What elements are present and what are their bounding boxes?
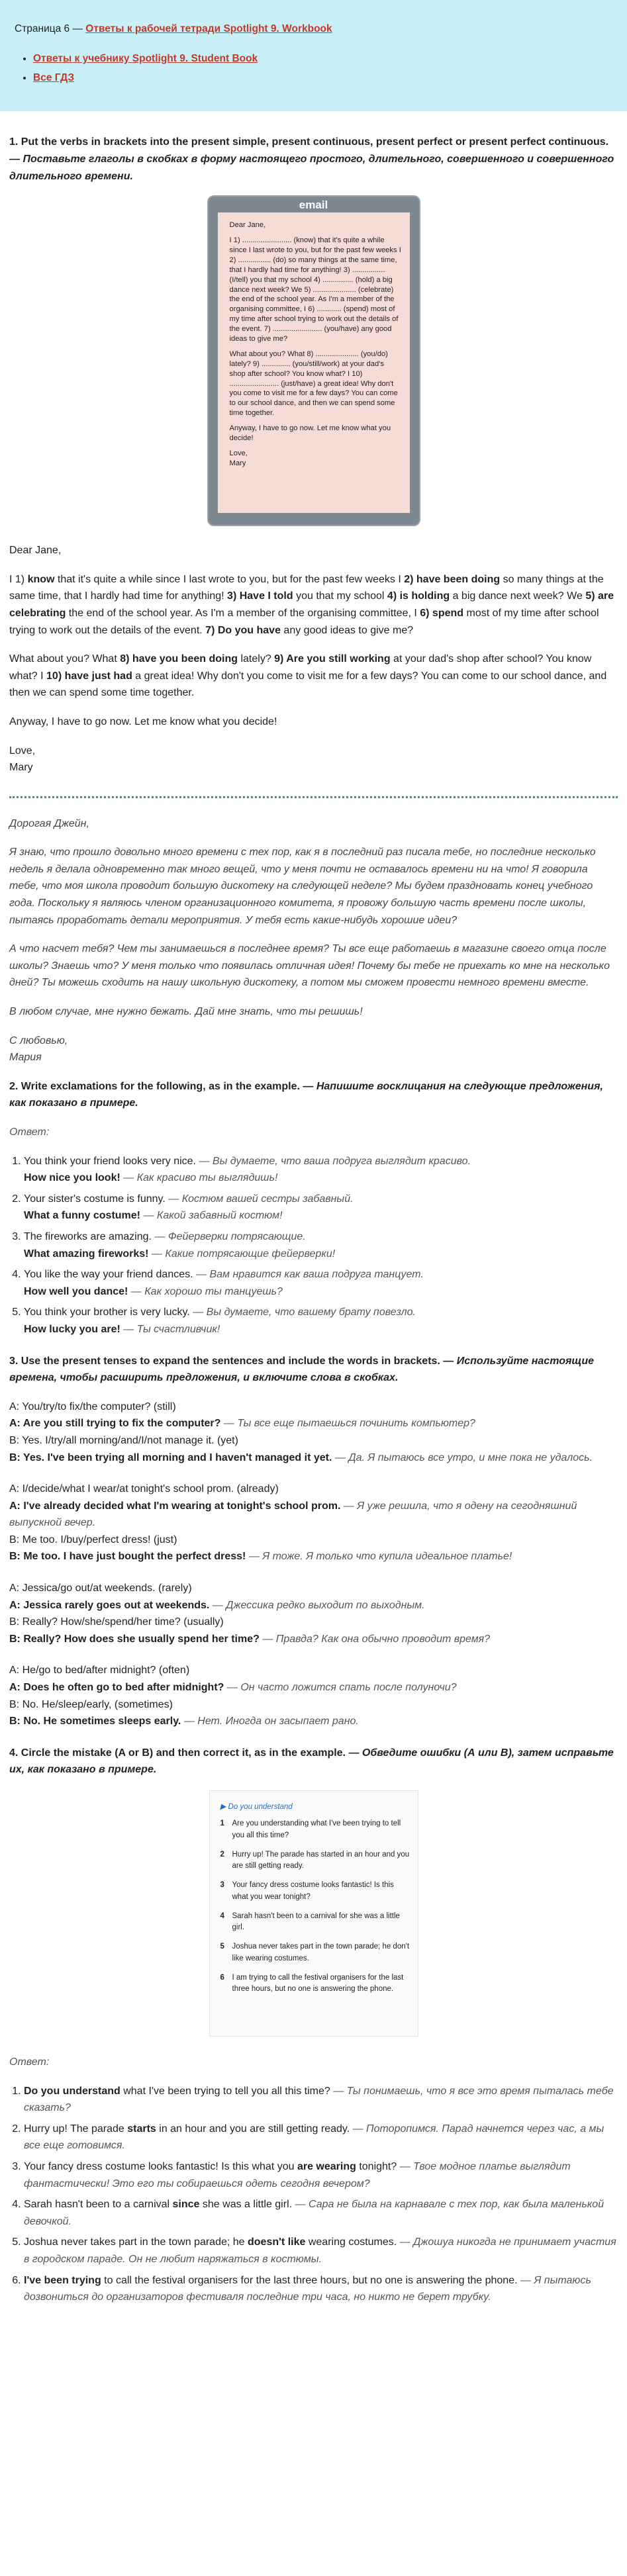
translation-paragraph: А что насчет тебя? Чем ты занимаешься в последнее время? Ты все еще работаешь в магазине своего отца после школы? Знаешь что? У меня только что появилась отличная идея! Почему бы тебе не приехать ко мне на несколько дней? Ты можешь сходить на нашу школьную дискотеку, а потом мы сможем провести немного времени вместе. [9,943,610,989]
answer-text: so many things at the same time, that I hardly had time for anything! [9,573,604,602]
exercise-text: Your fancy dress costume looks fantastic! Is this what you wear tonight? [232,1881,394,1901]
list-item [24,2121,618,2154]
exercise-number: 2 [220,1850,224,1859]
dialog [9,1481,618,1565]
prompt-translation: — Вы думаете, что ваша подруга выглядит красиво. [196,1155,471,1167]
corrected-verb: since [172,2199,200,2211]
corrected-verb: I've been trying [24,2274,101,2286]
email-card [209,197,419,525]
task-3-title: 3. Use the present tenses to expand the sentences and include the words in brackets. — Используйте настоящие времена, чтобы расширить предложения, и включите слова в скобках. [9,1355,595,1384]
exercise-number: 4 [220,1911,224,1920]
exercise-item [220,1818,410,1841]
task-2-list [9,1153,618,1338]
answer-text: Hurry up! The parade [24,2123,128,2135]
prompt-text: You think your brother is very lucky. [24,1307,190,1318]
dialog-line [9,1498,618,1532]
translation-paragraph: Дорогая Джейн, [9,817,89,829]
dialog-answer: B: No. He sometimes sleeps early. [9,1716,181,1727]
dialog-line [9,1399,618,1416]
exercise-item [220,1849,410,1872]
answer-label: Ответ: [9,1127,50,1138]
exercise-item [220,1941,410,1964]
list-item [33,51,612,68]
exclamation-translation: — Как красиво ты выглядишь! [120,1172,278,1184]
translation-paragraph: Я знаю, что прошло довольно много времени с тех пор, как я в последний раз писала тебе, но последние несколько недель я делала одновременно так много вещей, что у меня почти не оставалось времени ни на что! Я говорила тебе, что моя школа проводит большую дискотеку на следующей неделе? Мы будем праздновать конец учебного года. Поскольку я являюсь членом организационного комитета, я провожу большую часть времени после школы, пытаясь проработать детали мероприятия. У тебя есть какие-нибудь хорошие идеи? [9,847,596,926]
dialog-line [9,1481,618,1498]
dialog-answer: A: Are you still trying to fix the computer? [9,1418,221,1430]
dialog-prompt: B: Me too. I/buy/perfect dress! (just) [9,1534,177,1545]
dialog-translation: — Я уже решила, что я одену на сегодняшний выпускной вечер. [9,1500,577,1529]
exclamation-translation: — Ты счастливчик! [120,1323,220,1335]
answer-text: what I've been trying to tell you all this time? [120,2085,330,2097]
dialog-prompt: A: He/go to bed/after midnight? (often) [9,1665,190,1677]
dialog-line [9,1631,618,1648]
exclamation-answer [24,1170,618,1187]
corrected-verb: starts [127,2123,156,2135]
exercise-card [209,1790,418,2037]
dialog-prompt: B: Really? How/she/spend/her time? (usually) [9,1616,224,1628]
prompt-translation: — Костюм вашей сестры забавный. [165,1193,354,1205]
answer-verb: 10) have just had [46,670,132,682]
dialog-line [9,1679,618,1696]
dialog-translation: — Правда? Как она обычно проводит время? [259,1633,491,1645]
workbook-link[interactable]: Ответы к рабочей тетради Spotlight 9. Workbook [85,23,332,34]
answer-text: I 1) [9,573,28,585]
dialog-prompt: A: You/try/to fix/the computer? (still) [9,1401,176,1412]
answer-translation: — Сара не была на карнавале с тех пор, как была маленькой девочкой. [24,2199,604,2227]
dialog-line [9,1432,618,1449]
exercise-text: Hurry up! The parade has started in an hour and you are still getting ready. [232,1850,410,1870]
prompt-translation: — Фейерверки потрясающие. [151,1230,306,1242]
page-label: Страница 6 — [15,23,86,34]
dialog-prompt: B: Yes. I/try/all morning/and/I/not manage it. (yet) [9,1434,238,1446]
answer-signoff: Love, Mary [9,745,36,774]
answer-verb: 6) spend [420,607,464,619]
answer-text: What about you? What [9,653,121,665]
list-item [33,70,612,87]
dialog-translation: — Ты все еще пытаешься починить компьютер? [220,1418,475,1430]
answer-greeting: Dear Jane, [9,545,62,557]
dialog-translation: — Нет. Иногда он засыпает рано. [181,1716,359,1727]
list-item [24,2083,618,2117]
exercise-text: Are you understanding what I've been trying to tell you all this time? [232,1819,401,1839]
answer-text: you that my school [293,590,387,602]
email-body [218,212,410,513]
exclamation-answer [24,1207,618,1224]
corrected-verb: Do you understand [24,2085,121,2097]
dialog-prompt: A: I/decide/what I wear/at tonight's school prom. (already) [9,1483,279,1495]
answer-text: in an hour and you are still getting ready. [156,2123,350,2135]
answer-text: Your fancy dress costume looks fantastic! Is this what you [24,2160,297,2172]
dialog-translation: — Я тоже. Я только что купила идеальное платье! [246,1551,512,1563]
corrected-verb: doesn't like [248,2236,306,2248]
answer-text: Joshua never takes part in the town parade; he [24,2236,248,2248]
list-item [24,2158,618,2192]
answer-text: to call the festival organisers for the last three hours, but no one is answering the phone. [101,2274,518,2286]
email-line: Anyway, I have to go now. Let me know what you decide! [229,424,391,442]
exclamation-translation: — Какой забавный костюм! [140,1210,283,1222]
list-item [24,1304,618,1338]
dialog-answer: A: Jessica rarely goes out at weekends. [9,1599,210,1611]
dialog-line [9,1532,618,1549]
answer-verb: know [27,573,55,585]
exclamation-text: What a funny costume! [24,1210,141,1222]
exercise-item [220,1972,410,1996]
dialog-answer: A: I've already decided what I'm wearing at tonight's school prom. [9,1500,341,1512]
exercise-image-wrap [9,1790,618,2037]
dialog-answer: B: Really? How does she usually spend her time? [9,1633,260,1645]
dialog-line [9,1449,618,1467]
exercise-number: 1 [220,1819,224,1828]
answer-verb: 9) Are you still working [274,653,391,665]
list-item [24,2234,618,2268]
answer-translation: — Твое модное платье выглядит фантастически! Это его ты собираешься одеть сегодня вечером? [24,2160,571,2189]
answer-text: Sarah hasn't been to a carnival [24,2199,173,2211]
dialog-translation: — Да. Я пытаюсь все утро, и мне пока не удалось. [332,1451,593,1463]
task-1-title: 1. Put the verbs in brackets into the present simple, present continuous, present perfect or present perfect continuous. — Поставьте глаголы в скобках в форму настоящего простого, длительного, совершенного и совершенного длительного времени. [9,136,614,182]
corrected-verb: are wearing [297,2160,356,2172]
answer-text: that it's quite a while since I last wrote to you, but for the past few weeks I [54,573,405,585]
dialog-translation: — Джессика редко выходит по выходным. [209,1599,425,1611]
breadcrumb-box [0,0,627,111]
divider [9,796,618,798]
answer-verb: 5) are celebrating [9,590,614,619]
dialog-line [9,1580,618,1597]
answer-translation: — Я пытаюсь дозвониться до организаторов фестиваля последние три часа, но никто не берет трубку. [24,2274,591,2303]
answer-text: tonight? [356,2160,397,2172]
exercise-text: I am trying to call the festival organisers for the last three hours, but no one is answering the phone. [232,1973,404,1994]
prompt-translation: — Вы думаете, что вашему брату повезло. [189,1307,416,1318]
task-2-title: 2. Write exclamations for the following, as in the example. — Напишите восклицания на следующие предложения, как показано в примере. [9,1080,603,1109]
task-1-translation [9,815,618,1066]
prompt-text: Your sister's costume is funny. [24,1193,166,1205]
student-book-link[interactable]: Ответы к учебнику Spotlight 9. Student Book [33,52,258,64]
prompt-text: The fireworks are amazing. [24,1230,152,1242]
related-links [15,51,612,87]
list-item [24,1266,618,1300]
email-line: I 1) ........................ (know) that it's quite a while since I last wrote to you, but for the past few weeks I 2) ................ (do) so many things at the same time, that I hardly had time for anything! 3) ................ (I/tell) you that my school 4) ............... (hold) a big dance next week? We 5) ..................... (celebrate) the end of the school year. As I'm a member of the organising committee, I 6) ............ (spend) most of my time after school trying to work out the details of the event. 7) ........................ (you/have) any good ideas to give me? [229,236,401,343]
task-4-title: 4. Circle the mistake (A or B) and then correct it, as in the example. — Обведите ошибки (А или В), затем исправьте их, как показано в примере. [9,1747,614,1776]
email-line: Dear Jane, [229,221,266,230]
prompt-text: You like the way your friend dances. [24,1269,193,1281]
translation-paragraph: В любом случае, мне нужно бежать. Дай мне знать, что ты решишь! [9,1006,363,1018]
answer-text: a big dance next week? We [450,590,586,602]
list-item [24,2272,618,2306]
exercise-item [220,1880,410,1903]
dialog [9,1399,618,1466]
exclamation-text: What amazing fireworks! [24,1248,149,1260]
answer-text: lately? [238,653,275,665]
email-title: email [299,199,328,212]
answer-text: at your dad's shop after school? You know what? I [9,653,592,682]
task-4-list [9,2083,618,2306]
dialog-line [9,1415,618,1432]
answer-verb: 7) Do you have [205,624,281,636]
dialog-prompt: B: No. He/sleep/early, (sometimes) [9,1698,173,1710]
exclamation-text: How nice you look! [24,1172,121,1184]
dialog-line [9,1597,618,1614]
list-item [24,2196,618,2230]
answer-label: Ответ: [9,2056,50,2068]
answer-translation: — Ты понимаешь, что я все это время пыталась тебе сказать? [24,2085,614,2114]
translation-signoff: С любовью, Мария [9,1035,68,1064]
exclamation-translation: — Какие потрясающие фейерверки! [148,1248,336,1260]
answer-text: she was a little girl. [199,2199,293,2211]
exclamation-answer [24,1321,618,1338]
exclamation-text: How well you dance! [24,1285,128,1297]
answer-text: most of my time after school trying to work out the details of the event. [9,607,599,636]
task-3-dialogs [9,1399,618,1730]
email-line: What about you? What 8) ..................... (you/do) lately? 9) .............. (you/still/work) at your dad's shop after school? You know what? I 10) ........................ (just/have) a great idea! Why don't you come to visit me for a few days? You can come to our school dance, and then we can spend some time together. [229,349,398,418]
answer-text: any good ideas to give me? [280,624,414,636]
answer-paragraph-2 [9,651,618,702]
main-content [0,111,627,2333]
exercise-number: 3 [220,1881,224,1890]
exercise-header: ▶ Do you understand [220,1803,293,1812]
email-image-wrap [9,197,618,525]
dialog-line [9,1713,618,1730]
breadcrumb [15,21,612,38]
answer-text: a great idea! Why don't you come to visit me for a few days? You can come to our school dance, and then we can spend some time together. [9,670,607,699]
list-item [24,1153,618,1187]
answer-text: wearing costumes. [305,2236,397,2248]
list-item [24,1191,618,1224]
exclamation-answer [24,1283,618,1301]
dialog-answer: B: Me too. I have just bought the perfect dress! [9,1551,246,1563]
exercise-number: 6 [220,1973,224,1982]
list-item [24,1228,618,1262]
all-gdz-link[interactable]: Все ГДЗ [33,71,75,83]
answer-verb: 2) have been doing [404,573,501,585]
exercise-item [220,1911,410,1934]
dialog-translation: — Он часто ложится спать после полуночи? [224,1682,457,1694]
email-line: Love, Mary [229,449,248,467]
answer-text: the end of the school year. As I'm a member of the organising committee, I [66,607,420,619]
dialog [9,1580,618,1647]
dialog-line [9,1696,618,1714]
answer-verb: 3) Have I told [227,590,293,602]
answer-translation: — Джошуа никогда не принимает участия в городском параде. Он не любит наряжаться в костюмы. [24,2236,616,2265]
answer-verb: 8) have you been doing [120,653,238,665]
prompt-text: You think your friend looks very nice. [24,1155,196,1167]
task-1-answer [9,542,618,776]
exercise-text: Joshua never takes part in the town parade; he don't like wearing costumes. [232,1943,410,1962]
dialog-answer: B: Yes. I've been trying all morning and I haven't managed it yet. [9,1451,332,1463]
answer-paragraph-3: Anyway, I have to go now. Let me know what you decide! [9,715,277,727]
answer-translation: — Поторопимся. Парад начнется через час, а мы все еще готовимся. [24,2123,604,2152]
exclamation-translation: — Как хорошо ты танцуешь? [128,1285,283,1297]
dialog-line [9,1614,618,1631]
dialog-line [9,1548,618,1565]
exclamation-answer [24,1246,618,1263]
exercise-number: 5 [220,1943,224,1951]
dialog-answer: A: Does he often go to bed after midnight? [9,1682,224,1694]
answer-verb: 4) is holding [387,590,450,602]
answer-paragraph-1 [9,571,618,639]
exercise-text: Sarah hasn't been to a carnival for she was a little girl. [232,1911,400,1932]
dialog-line [9,1662,618,1679]
dialog [9,1662,618,1729]
exclamation-text: How lucky you are! [24,1323,121,1335]
dialog-prompt: A: Jessica/go out/at weekends. (rarely) [9,1583,192,1594]
prompt-translation: — Вам нравится как ваша подруга танцует. [193,1269,424,1281]
